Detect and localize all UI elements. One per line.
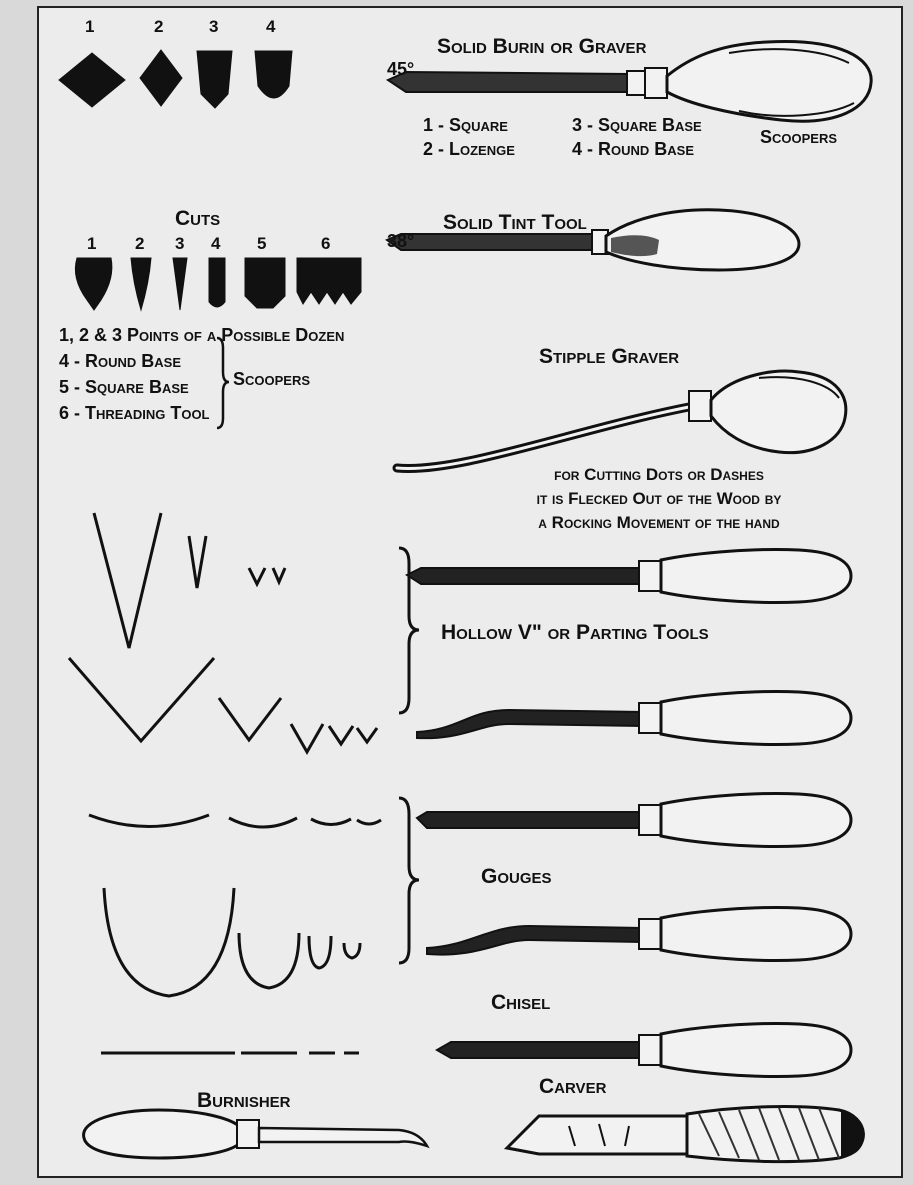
v-cut-marks <box>69 513 377 752</box>
burin-legend-square: 1 - Square <box>423 115 508 135</box>
burin-number-1: 1 <box>85 17 95 36</box>
cuts-title: Cuts <box>175 207 221 230</box>
burin-number-4: 4 <box>266 17 276 36</box>
cuts-legend-threading-tool: 6 - Threading Tool <box>59 403 210 423</box>
cut-number-6: 6 <box>321 234 331 253</box>
gouges-brace <box>399 798 419 963</box>
chisel-tool <box>437 1023 851 1076</box>
gouge-cut-marks <box>89 815 381 996</box>
burin-legend-square-base: 3 - Square Base <box>572 115 702 135</box>
parting-tool-straight <box>407 549 851 602</box>
cuts-legend-points: 1, 2 & 3 Points of a Possible Dozen <box>59 325 345 345</box>
tint-tool-angle: 38° <box>387 231 415 251</box>
stipple-graver-title: Stipple Graver <box>539 345 680 368</box>
parting-tools-title: Hollow V" or Parting Tools <box>441 621 709 644</box>
burnisher-title: Burnisher <box>197 1089 291 1112</box>
stipple-description-line-3: a Rocking Movement of the hand <box>538 513 780 532</box>
stipple-description-line-2: it is Flecked Out of the Wood by <box>536 489 782 508</box>
scoopers-brace-cuts <box>217 338 229 428</box>
cut-number-4: 4 <box>211 234 221 253</box>
carver-tool <box>507 1107 864 1162</box>
carver-title: Carver <box>539 1075 607 1098</box>
burin-scoopers-label: Scoopers <box>760 127 838 147</box>
cut-number-5: 5 <box>257 234 267 253</box>
gouge-straight <box>417 793 851 846</box>
cut-shapes <box>75 258 361 310</box>
cuts-legend-round-base: 4 - Round Base <box>59 351 182 371</box>
stipple-description-line-1: for Cutting Dots or Dashes <box>554 465 764 484</box>
burin-legend-round-base: 4 - Round Base <box>572 139 695 159</box>
solid-burin-title: Solid Burin or Graver <box>437 35 647 58</box>
parting-tool-bent <box>417 691 851 744</box>
burin-angle: 45° <box>387 59 415 79</box>
gouge-bent <box>427 907 851 960</box>
cuts-legend-square-base: 5 - Square Base <box>59 377 189 397</box>
cut-number-3: 3 <box>175 234 185 253</box>
engraving-tools-plate <box>37 6 903 1178</box>
gouges-title: Gouges <box>481 865 552 888</box>
burnisher-tool <box>84 1110 427 1158</box>
tools-illustration <box>39 8 903 1178</box>
burin-legend-lozenge: 2 - Lozenge <box>423 139 515 159</box>
stipple-graver-tool <box>397 371 846 468</box>
chisel-title: Chisel <box>491 991 551 1014</box>
burin-number-2: 2 <box>154 17 164 36</box>
cuts-scoopers-label: Scoopers <box>233 369 311 389</box>
solid-tint-tool-title: Solid Tint Tool <box>443 211 587 234</box>
burin-number-3: 3 <box>209 17 219 36</box>
cut-number-2: 2 <box>135 234 145 253</box>
burin-shapes <box>59 50 292 108</box>
cut-number-1: 1 <box>87 234 97 253</box>
